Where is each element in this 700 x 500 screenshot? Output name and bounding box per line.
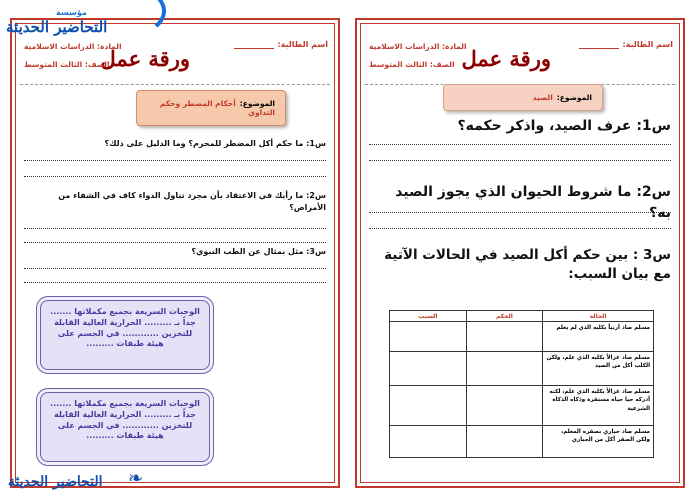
answer-line	[24, 160, 326, 161]
header-divider	[20, 84, 330, 85]
topic-box	[136, 90, 286, 126]
answer-line	[24, 242, 326, 243]
reason-cell[interactable]	[390, 352, 467, 386]
case-cell: مسلم صاد أرنباً بكلبه الذي لم يعلم	[543, 322, 654, 352]
worksheet-title: ورقة عمل	[461, 46, 551, 71]
table-header: السبب	[390, 311, 467, 322]
question-1: س1: عرف الصيد، واذكر حكمه؟	[457, 118, 671, 134]
topic-box	[443, 84, 603, 111]
case-cell: مسلم صاد غزالاً بكلبه الذي علم، لكنه أدركه حيا حياة مستقرة وذكاه الذكاة الشرعية	[543, 386, 654, 426]
answer-line	[24, 228, 326, 229]
table-header: الحالة	[543, 311, 654, 322]
topic-key: الموضوع:	[556, 93, 592, 102]
case-cell: مسلم صاد حباري بصقره المعلم، ولكن الصقر أكل من الحباري	[543, 426, 654, 458]
topic-value: الصيد	[532, 93, 553, 102]
brand-small-text: مؤسسة	[56, 8, 87, 17]
ruling-cell[interactable]	[466, 322, 543, 352]
question-3: س3: مثل بمثال عن الطب النبوي؟	[191, 247, 326, 256]
brand-watermark	[0, 466, 180, 496]
brand-mark-icon: ❧	[128, 468, 144, 489]
answer-line	[369, 144, 671, 145]
fill-in-blurb: الوجبات السريعة بجميع مكملاتها ....... جداً بـ ......... الحرارية العالية القابلة للتخزين ............ في الجسم على هيئة طبقات .........	[40, 300, 210, 370]
question-1: س1: ما حكم أكل المضطر للمحرم؟ وما الدليل على ذلك؟	[104, 139, 326, 148]
student-name-label: اسم الطالبة:	[234, 40, 328, 49]
fill-in-blurb: الوجبات السريعة بجميع مكملاتها ....... جداً بـ ......... الحرارية العالية القابلة للتخزين ............ في الجسم على هيئة طبقات .........	[40, 392, 210, 462]
answer-line	[369, 228, 671, 229]
ruling-cell[interactable]	[466, 352, 543, 386]
cases-table	[389, 310, 654, 458]
table-row	[390, 322, 654, 352]
ruling-cell[interactable]	[466, 386, 543, 426]
reason-cell[interactable]	[390, 386, 467, 426]
reason-cell[interactable]	[390, 426, 467, 458]
table-row	[390, 386, 654, 426]
ruling-cell[interactable]	[466, 426, 543, 458]
answer-line	[369, 212, 671, 213]
table-row	[390, 426, 654, 458]
student-name-label: اسم الطالبة:	[579, 40, 673, 49]
subject-label: المادة: الدراسات الاسلامية	[24, 42, 122, 51]
worksheet-title: ورقة عمل	[100, 46, 190, 71]
answer-line	[24, 282, 326, 283]
case-cell: مسلم صاد غزالاً بكلبه الذي علم، ولكن الكلب أكل من الصيد	[543, 352, 654, 386]
subject-label: المادة: الدراسات الاسلامية	[369, 42, 467, 51]
answer-line	[24, 268, 326, 269]
question-3: س3 : بين حكم أكل الصيد في الحالات الآتية مع بيان السبب:	[384, 247, 671, 282]
table-header: الحكم	[466, 311, 543, 322]
grade-label: الصف: الثالث المتوسط	[24, 60, 110, 69]
worksheet-left	[10, 18, 340, 488]
brand-name: التحاضير الحديثة	[6, 18, 108, 36]
grade-label: الصف: الثالث المتوسط	[369, 60, 455, 69]
worksheet-right	[355, 18, 685, 488]
question-2: س2: ما شروط الحيوان الذي يجوز الصيد به؟	[395, 184, 671, 221]
table-row	[390, 352, 654, 386]
answer-line	[24, 176, 326, 177]
reason-cell[interactable]	[390, 322, 467, 352]
answer-line	[369, 160, 671, 161]
brand-logo	[0, 0, 180, 44]
question-2: س2: ما رأيك في الاعتقاد بأن مجرد تناول الدواء كاف في الشفاء من الأمراض؟	[58, 191, 326, 212]
brand-watermark-text: التحاضير الحديثة	[8, 474, 103, 490]
topic-value: أحكام المضطر وحكم التداوي	[159, 99, 275, 117]
topic-key: الموضوع:	[239, 99, 275, 108]
